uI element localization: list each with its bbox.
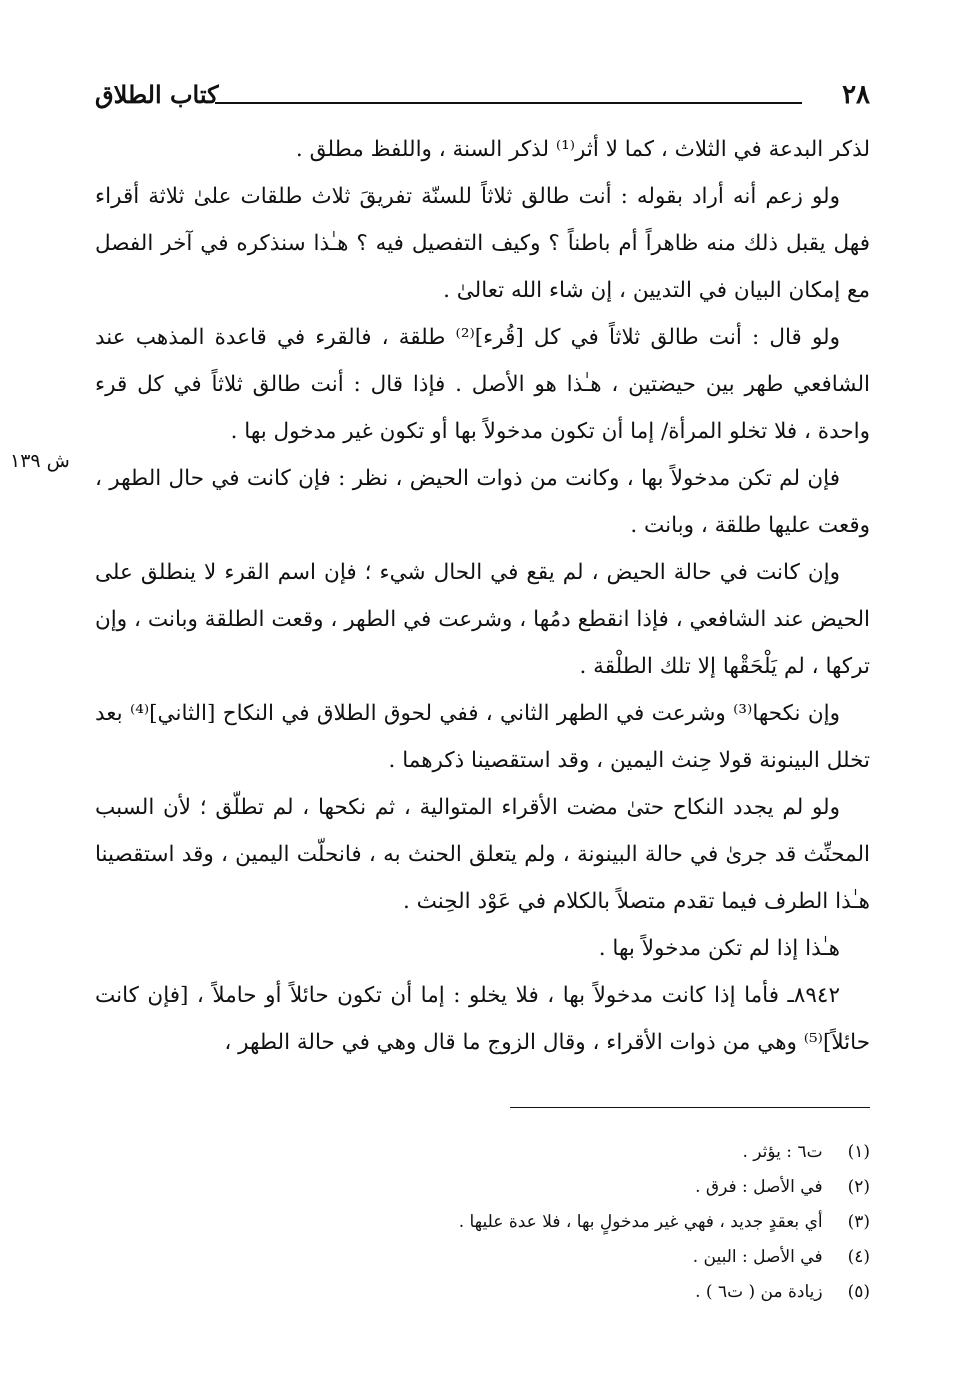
paragraph: وإن نكحها⁽³⁾ وشرعت في الطهر الثاني ، ففي لحوق الطلاق في النكاح [الثاني]⁽⁴⁾ بعد تخلل البينونة قولا حِنث اليمين ، وقد استقصينا ذكرهما .	[95, 701, 870, 773]
footnote-text: زيادة من ( ت٦ ) .	[695, 1282, 823, 1302]
section-paragraph: ٨٩٤٢ـ فأما إذا كانت مدخولاً بها ، فلا يخلو : إما أن تكون حائلاً أو حاملاً ، [فإن كانت حائلاً]⁽⁵⁾ وهي من ذوات الأقراء ، وقال الزوج ما قال وهي في حالة الطهر ،	[95, 983, 870, 1055]
main-text	[95, 126, 870, 1066]
footnote	[170, 1170, 870, 1205]
footnotes	[170, 1135, 870, 1310]
footnote-text: في الأصل : فرق .	[695, 1177, 823, 1197]
margin-manuscript-note: ش ١٣٩	[10, 450, 70, 472]
header-rule	[215, 102, 802, 104]
footnote-text: ت٦ : يؤثر .	[742, 1142, 823, 1162]
footnote	[170, 1205, 870, 1240]
paragraph: فإن لم تكن مدخولاً بها ، وكانت من ذوات الحيض ، نظر : فإن كانت في حال الطهر ، وقعت عليها طلقة ، وبانت .	[95, 466, 870, 538]
footnote-number: (٥)	[847, 1282, 870, 1302]
footnote-text: في الأصل : البين .	[692, 1247, 823, 1267]
footnote-number: (٢)	[847, 1177, 870, 1197]
paragraph: لذكر البدعة في الثلاث ، كما لا أثر⁽¹⁾ لذكر السنة ، واللفظ مطلق .	[295, 137, 870, 162]
page-header	[95, 80, 870, 120]
footnote-number: (٤)	[847, 1247, 870, 1267]
paragraph: ولو قال : أنت طالق ثلاثاً في كل [قُرء]⁽²⁾ طلقة ، فالقرء في قاعدة المذهب عند الشافعي طهر بين حيضتين ، هـٰذا هو الأصل . فإذا قال : أنت طالق ثلاثاً في كل قرء واحدة ، فلا تخلو المرأة/ إما أن تكون مدخولاً بها أو تكون غير مدخول بها .	[95, 325, 870, 444]
page-number: ٢٨	[842, 80, 870, 110]
paragraph: ولو زعم أنه أراد بقوله : أنت طالق ثلاثاً للسنّة تفريقَ ثلاث طلقات علىٰ ثلاثة أقراء فهل يقبل ذلك منه ظاهراً أم باطناً ؟ وكيف التفصيل فيه ؟ هـٰذا سنذكره في آخر الفصل مع إمكان البيان في التديين ، إن شاء الله تعالىٰ .	[95, 184, 870, 303]
footnote	[170, 1275, 870, 1310]
footnote-text: أي بعقدٍ جديد ، فهي غير مدخولٍ بها ، فلا عدة عليها .	[458, 1212, 823, 1232]
paragraph: هـٰذا إذا لم تكن مدخولاً بها .	[598, 936, 840, 961]
footnote-number: (٣)	[847, 1212, 870, 1232]
footnote	[170, 1135, 870, 1170]
footnote-divider	[510, 1107, 870, 1108]
paragraph: ولو لم يجدد النكاح حتىٰ مضت الأقراء المتوالية ، ثم نكحها ، لم تطلّق ؛ لأن السبب المحنِّث قد جرىٰ في حالة البينونة ، ولم يتعلق الحنث به ، فانحلّت اليمين ، وقد استقصينا هـٰذا الطرف فيما تقدم متصلاً بالكلام في عَوْد الحِنث .	[95, 795, 870, 914]
paragraph: وإن كانت في حالة الحيض ، لم يقع في الحال شيء ؛ فإن اسم القرء لا ينطلق على الحيض عند الشافعي ، فإذا انقطع دمُها ، وشرعت في الطهر ، وقعت الطلقة وبانت ، وإن تركها ، لم يَلْحَقْها إلا تلك الطلْقة .	[95, 560, 870, 679]
footnote-number: (١)	[847, 1142, 870, 1162]
footnote	[170, 1240, 870, 1275]
book-title: كتاب الطلاق	[95, 80, 219, 109]
